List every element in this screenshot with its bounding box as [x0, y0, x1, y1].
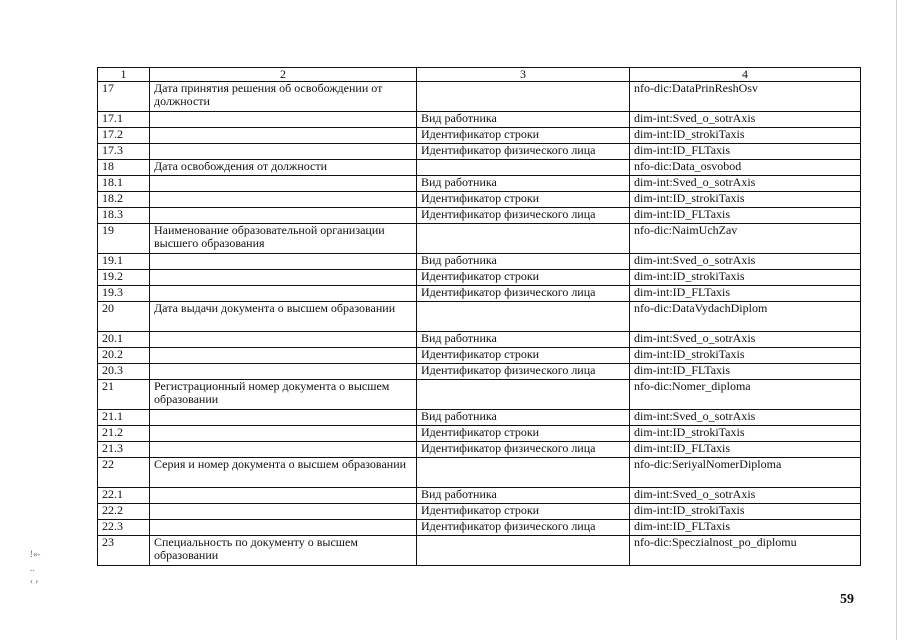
row-name-cell: [150, 144, 417, 160]
row-number-cell: 21: [98, 380, 150, 410]
table-row: [98, 302, 861, 332]
table-row: [98, 364, 861, 380]
row-type-cell: Идентификатор строки: [417, 348, 630, 364]
row-type-cell: Вид работника: [417, 112, 630, 128]
row-name-cell: [150, 192, 417, 208]
row-number-cell: 20: [98, 302, 150, 332]
column-header-1: 1: [98, 68, 150, 82]
row-code-cell: dim-int:Sved_o_sotrAxis: [630, 112, 861, 128]
row-type-cell: Идентификатор строки: [417, 128, 630, 144]
row-number-cell: 22: [98, 458, 150, 488]
row-name-cell: [150, 176, 417, 192]
row-name-cell: [150, 270, 417, 286]
row-name-cell: Наименование образовательной организации высшего образования: [150, 224, 417, 254]
row-name-cell: [150, 128, 417, 144]
row-number-cell: 22.2: [98, 504, 150, 520]
table-row: [98, 176, 861, 192]
row-name-cell: [150, 520, 417, 536]
row-type-cell: Идентификатор строки: [417, 270, 630, 286]
row-type-cell: Идентификатор строки: [417, 504, 630, 520]
row-type-cell: Идентификатор физического лица: [417, 520, 630, 536]
row-name-cell: [150, 332, 417, 348]
row-code-cell: dim-int:ID_strokiTaxis: [630, 426, 861, 442]
row-code-cell: dim-int:ID_FLTaxis: [630, 520, 861, 536]
row-code-cell: nfo-dic:SeriyalNomerDiploma: [630, 458, 861, 488]
row-type-cell: Вид работника: [417, 410, 630, 426]
row-type-cell: [417, 160, 630, 176]
row-type-cell: Вид работника: [417, 332, 630, 348]
row-code-cell: dim-int:ID_strokiTaxis: [630, 348, 861, 364]
row-code-cell: nfo-dic:Nomer_diploma: [630, 380, 861, 410]
row-name-cell: [150, 254, 417, 270]
row-number-cell: 21.2: [98, 426, 150, 442]
row-code-cell: dim-int:ID_FLTaxis: [630, 442, 861, 458]
row-type-cell: Вид работника: [417, 488, 630, 504]
row-code-cell: dim-int:ID_FLTaxis: [630, 208, 861, 224]
table-row: [98, 332, 861, 348]
table-row: [98, 348, 861, 364]
row-name-cell: [150, 504, 417, 520]
row-name-cell: Регистрационный номер документа о высшем образовании: [150, 380, 417, 410]
row-number-cell: 21.1: [98, 410, 150, 426]
table-body: [98, 82, 861, 566]
margin-mark: ..: [30, 563, 35, 573]
table-row: [98, 380, 861, 410]
row-name-cell: [150, 208, 417, 224]
row-number-cell: 22.3: [98, 520, 150, 536]
row-name-cell: Дата освобождения от должности: [150, 160, 417, 176]
elements-table: [97, 67, 861, 566]
row-code-cell: dim-int:ID_FLTaxis: [630, 364, 861, 380]
row-type-cell: [417, 458, 630, 488]
page-edge: [896, 0, 897, 640]
table-header-row: [98, 68, 861, 82]
row-number-cell: 17: [98, 82, 150, 112]
row-number-cell: 17.3: [98, 144, 150, 160]
column-header-4: 4: [630, 68, 861, 82]
row-type-cell: [417, 380, 630, 410]
row-number-cell: 19.3: [98, 286, 150, 302]
table-row: [98, 208, 861, 224]
row-type-cell: Идентификатор физического лица: [417, 144, 630, 160]
table-row: [98, 82, 861, 112]
row-name-cell: [150, 112, 417, 128]
table-row: [98, 160, 861, 176]
row-code-cell: dim-int:Sved_o_sotrAxis: [630, 176, 861, 192]
row-name-cell: Серия и номер документа о высшем образовании: [150, 458, 417, 488]
row-code-cell: nfo-dic:Data_osvobod: [630, 160, 861, 176]
table-row: [98, 286, 861, 302]
row-name-cell: [150, 442, 417, 458]
row-number-cell: 23: [98, 536, 150, 566]
row-code-cell: dim-int:ID_FLTaxis: [630, 144, 861, 160]
row-name-cell: [150, 364, 417, 380]
row-code-cell: dim-int:ID_strokiTaxis: [630, 192, 861, 208]
row-name-cell: [150, 488, 417, 504]
table-row: [98, 504, 861, 520]
row-code-cell: nfo-dic:DataVydachDiplom: [630, 302, 861, 332]
row-type-cell: Идентификатор строки: [417, 192, 630, 208]
row-name-cell: [150, 348, 417, 364]
row-number-cell: 20.3: [98, 364, 150, 380]
row-number-cell: 17.2: [98, 128, 150, 144]
table-row: [98, 112, 861, 128]
row-number-cell: 17.1: [98, 112, 150, 128]
table-row: [98, 536, 861, 566]
page-number: 59: [840, 592, 854, 607]
table-row: [98, 254, 861, 270]
row-type-cell: Идентификатор физического лица: [417, 208, 630, 224]
row-number-cell: 18: [98, 160, 150, 176]
table-row: [98, 488, 861, 504]
row-name-cell: Дата выдачи документа о высшем образовании: [150, 302, 417, 332]
row-type-cell: Идентификатор строки: [417, 426, 630, 442]
row-code-cell: nfo-dic:DataPrinReshOsv: [630, 82, 861, 112]
row-name-cell: [150, 286, 417, 302]
row-type-cell: Вид работника: [417, 176, 630, 192]
row-number-cell: 19.2: [98, 270, 150, 286]
row-type-cell: [417, 224, 630, 254]
row-type-cell: Идентификатор физического лица: [417, 442, 630, 458]
row-code-cell: nfo-dic:NaimUchZav: [630, 224, 861, 254]
row-code-cell: dim-int:Sved_o_sotrAxis: [630, 254, 861, 270]
row-code-cell: dim-int:ID_FLTaxis: [630, 286, 861, 302]
row-number-cell: 21.3: [98, 442, 150, 458]
margin-mark: ‹ ›: [30, 576, 39, 586]
row-number-cell: 20.2: [98, 348, 150, 364]
row-number-cell: 20.1: [98, 332, 150, 348]
row-type-cell: [417, 302, 630, 332]
table-row: [98, 192, 861, 208]
row-code-cell: dim-int:ID_strokiTaxis: [630, 128, 861, 144]
table-row: [98, 520, 861, 536]
table-row: [98, 144, 861, 160]
row-type-cell: [417, 536, 630, 566]
table-row: [98, 224, 861, 254]
row-type-cell: [417, 82, 630, 112]
row-code-cell: dim-int:Sved_o_sotrAxis: [630, 410, 861, 426]
row-name-cell: Дата принятия решения об освобождении от должности: [150, 82, 417, 112]
margin-mark: !«-: [30, 549, 41, 559]
row-number-cell: 18.1: [98, 176, 150, 192]
row-name-cell: [150, 426, 417, 442]
table-row: [98, 458, 861, 488]
row-type-cell: Идентификатор физического лица: [417, 286, 630, 302]
table-row: [98, 426, 861, 442]
row-name-cell: Специальность по документу о высшем образовании: [150, 536, 417, 566]
row-type-cell: Идентификатор физического лица: [417, 364, 630, 380]
row-code-cell: nfo-dic:Speczialnost_po_diplomu: [630, 536, 861, 566]
row-number-cell: 19.1: [98, 254, 150, 270]
row-name-cell: [150, 410, 417, 426]
table-row: [98, 442, 861, 458]
row-code-cell: dim-int:Sved_o_sotrAxis: [630, 488, 861, 504]
table-row: [98, 410, 861, 426]
row-number-cell: 18.2: [98, 192, 150, 208]
row-number-cell: 18.3: [98, 208, 150, 224]
column-header-2: 2: [150, 68, 417, 82]
row-code-cell: dim-int:Sved_o_sotrAxis: [630, 332, 861, 348]
table-row: [98, 270, 861, 286]
row-number-cell: 19: [98, 224, 150, 254]
row-number-cell: 22.1: [98, 488, 150, 504]
table-row: [98, 128, 861, 144]
column-header-3: 3: [417, 68, 630, 82]
row-code-cell: dim-int:ID_strokiTaxis: [630, 270, 861, 286]
row-code-cell: dim-int:ID_strokiTaxis: [630, 504, 861, 520]
row-type-cell: Вид работника: [417, 254, 630, 270]
